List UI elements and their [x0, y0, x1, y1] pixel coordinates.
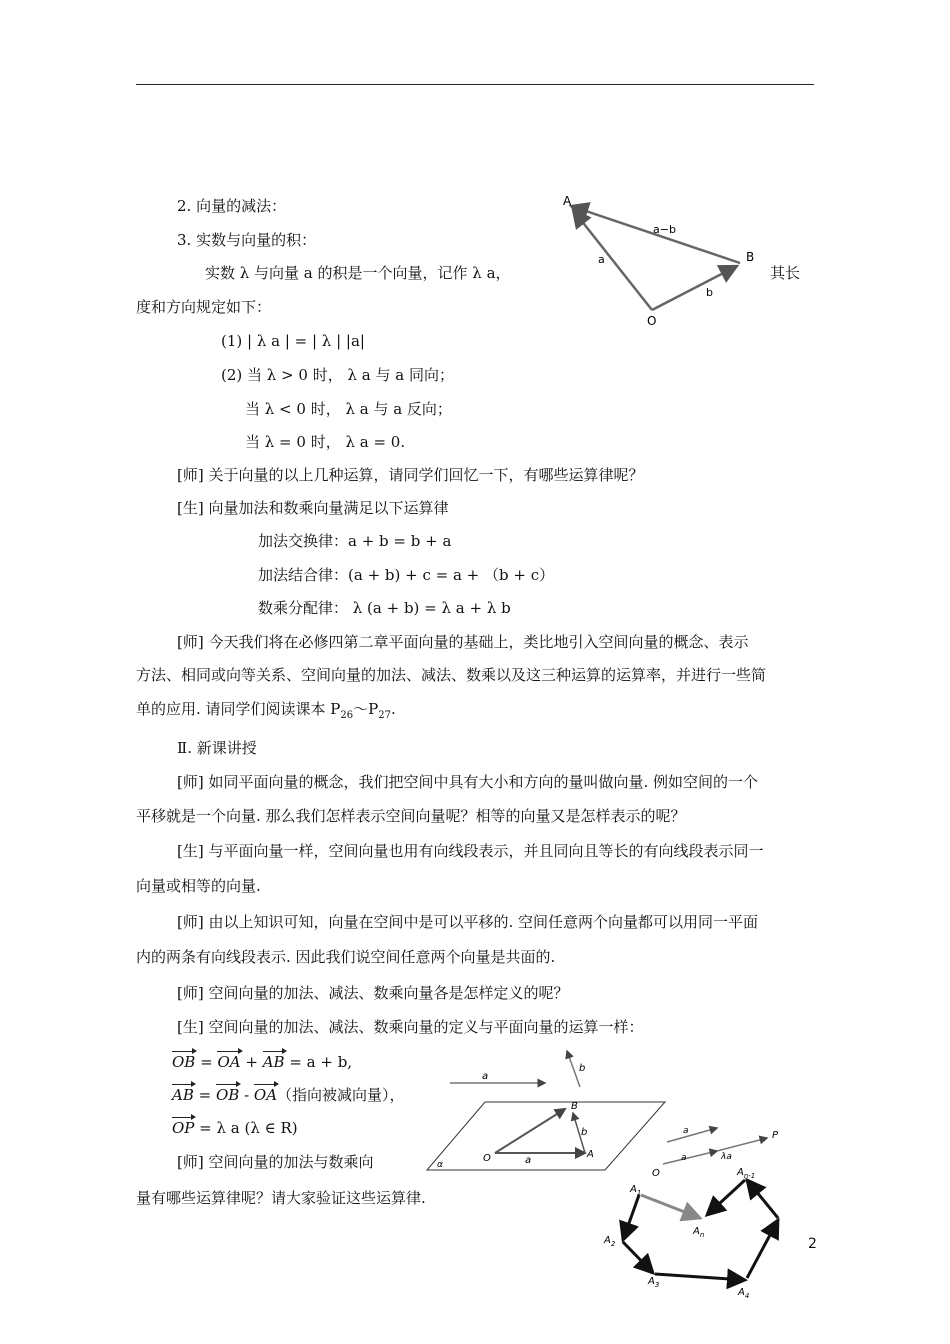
teacher-question-2: [师] 空间向量的加法、减法、数乘向量各是怎样定义的呢？ — [177, 984, 569, 1002]
rule-2c: 当 λ = 0 时， λ a = 0. — [245, 433, 406, 451]
plane-label-a-vec: a — [525, 1155, 532, 1166]
teacher-intro-c-text: 单的应用. 请同学们阅读课本 P — [136, 700, 341, 718]
label-a-minus-b: a−b — [653, 223, 676, 236]
top-label-a: a — [482, 1071, 489, 1082]
vector-b-line — [652, 266, 737, 310]
teacher-intro-c-mid: ～P — [353, 700, 379, 718]
vector-ab: AB — [262, 1053, 285, 1071]
polygon-edge-a3-a4 — [655, 1274, 745, 1280]
polygon-label-a2: $A_2$ — [604, 1235, 616, 1248]
vector-ab: AB — [172, 1086, 194, 1104]
rule-2a: (2) 当 λ > 0 时， λ a 与 a 同向； — [221, 366, 454, 384]
addition-result: = a + b, — [284, 1053, 353, 1071]
page-sub-26: 26 — [340, 710, 354, 721]
vector-oa: OA — [253, 1086, 278, 1104]
label-vector-a: a — [598, 253, 605, 266]
teacher-question-3a: [师] 空间向量的加法与数乘向 — [177, 1153, 374, 1171]
vector-a-line — [573, 210, 652, 310]
scalar-label-a-top: a — [683, 1126, 689, 1136]
student-p2-a: [生] 与平面向量一样，空间向量也用有向线段表示，并且同向且等长的有向线段表示同一 — [177, 842, 764, 860]
student-answer-2: [生] 空间向量的加法、减法、数乘向量的定义与平面向量的运算一样： — [177, 1018, 644, 1036]
teacher-p2-b: 平移就是一个向量. 那么我们怎样表示空间向量呢？相等的向量又是怎样表示的呢？ — [136, 807, 686, 825]
scalar-result: = λ a (λ ∈ R) — [194, 1119, 298, 1137]
heading-subtraction: 2. 向量的减法： — [177, 197, 287, 215]
scalar-label-o: O — [652, 1168, 660, 1178]
scalar-vector-lambda-a — [717, 1138, 767, 1151]
scalar-definition-b: 其长 — [770, 264, 801, 282]
teacher-intro-c-end: . — [390, 700, 396, 718]
polygon-label-an-1: $A_{n-1}$ — [737, 1167, 756, 1180]
subtraction-triangle-figure — [550, 188, 780, 333]
polygon-label-a1: $A_1$ — [630, 1184, 642, 1197]
plus-sign: + — [240, 1053, 263, 1071]
teacher-intro-a: [师] 今天我们将在必修四第二章平面向量的基础上，类比地引入空间向量的概念、表示 — [177, 633, 749, 651]
space-vector-plane-figure — [425, 1045, 675, 1175]
polygon-edge-a1-an — [641, 1195, 700, 1218]
vector-oa: OA — [217, 1053, 241, 1071]
vector-op: OP — [172, 1119, 195, 1137]
plane-label-a-point: A — [587, 1149, 594, 1160]
polygon-chain-figure — [595, 1160, 800, 1300]
plane-label-alpha: α — [437, 1160, 443, 1170]
polygon-edge-a1-a2 — [623, 1195, 639, 1240]
equation-subtraction — [172, 1085, 405, 1105]
teacher-p2-a: [师] 如同平面向量的概念，我们把空间中具有大小和方向的量叫做向量. 例如空间的一个 — [177, 773, 759, 791]
polygon-edge-a4-a5 — [747, 1220, 778, 1278]
polygon-label-an: $A_n$ — [693, 1226, 705, 1239]
heading-scalar-product: 3. 实数与向量的积： — [177, 231, 317, 249]
scalar-definition-a: 实数 λ 与向量 a 的积是一个向量，记作 λ a， — [205, 264, 511, 282]
subtraction-note: （指向被减向量）， — [277, 1086, 405, 1104]
teacher-intro-b: 方法、相同或向等关系、空间向量的加法、减法、数乘以及这三种运算的运算率，并进行一些简 — [136, 666, 767, 684]
law-associative: 加法结合律：(a + b) + c = a + （b + c） — [258, 566, 555, 584]
page-sub-27: 27 — [378, 710, 391, 721]
polygon-edge-an-1-an — [707, 1180, 745, 1215]
scalar-definition-c: 度和方向规定如下： — [136, 298, 272, 316]
teacher-p3-b: 内的两条有向线段表示. 因此我们说空间任意两个向量是共面的. — [136, 948, 556, 966]
plane-label-b-point: B — [571, 1101, 578, 1112]
scalar-label-p: P — [772, 1130, 779, 1141]
new-lesson-heading: Ⅱ. 新课讲授 — [177, 739, 257, 757]
scalar-label-lambda-a: λa — [721, 1152, 732, 1162]
teacher-intro-c — [136, 699, 396, 726]
plane-vector-ob — [495, 1109, 565, 1153]
vector-ob: OB — [172, 1053, 196, 1071]
plane-label-o: O — [483, 1153, 491, 1164]
scalar-label-a: a — [681, 1153, 687, 1163]
page-number: 2 — [808, 1236, 817, 1252]
teacher-question-1: [师] 关于向量的以上几种运算，请同学们回忆一下，有哪些运算律呢？ — [177, 466, 644, 484]
rule-2b: 当 λ < 0 时， λ a 与 a 反向； — [245, 400, 452, 418]
polygon-edge-a2-a3 — [623, 1242, 653, 1273]
rule-1: (1) | λ a | = | λ | |a| — [221, 332, 365, 350]
polygon-label-a4: $A_4$ — [738, 1287, 750, 1300]
law-commutative: 加法交换律：a + b = b + a — [258, 532, 452, 550]
equation-scalar — [172, 1118, 298, 1138]
teacher-p3-a: [师] 由以上知识可知，向量在空间中是可以平移的. 空间任意两个向量都可以用同一平面 — [177, 913, 759, 931]
teacher-question-3b: 量有哪些运算律呢？请大家验证这些运算律. — [136, 1189, 426, 1207]
label-vector-b: b — [706, 286, 713, 299]
student-answer-1: [生] 向量加法和数乘向量满足以下运算律 — [177, 499, 449, 517]
polygon-edge-to-an-1 — [747, 1180, 778, 1218]
plane-label-b-vec: b — [581, 1127, 588, 1138]
label-b-point: B — [746, 250, 755, 264]
student-p2-b: 向量或相等的向量. — [136, 877, 261, 895]
equation-addition — [172, 1052, 352, 1072]
equals-sign: = — [195, 1053, 218, 1071]
label-a-point: A — [563, 194, 572, 208]
header-rule — [136, 84, 814, 85]
scalar-vector-a-top — [667, 1128, 717, 1142]
top-label-b: b — [579, 1063, 586, 1074]
vector-ob: OB — [215, 1086, 240, 1104]
label-o-point: O — [647, 314, 657, 328]
polygon-label-a3: $A_3$ — [648, 1276, 660, 1289]
law-distributive: 数乘分配律： λ (a + b) = λ a + λ b — [258, 599, 511, 617]
equals-sign: = — [193, 1086, 216, 1104]
minus-sign: - — [239, 1086, 254, 1104]
